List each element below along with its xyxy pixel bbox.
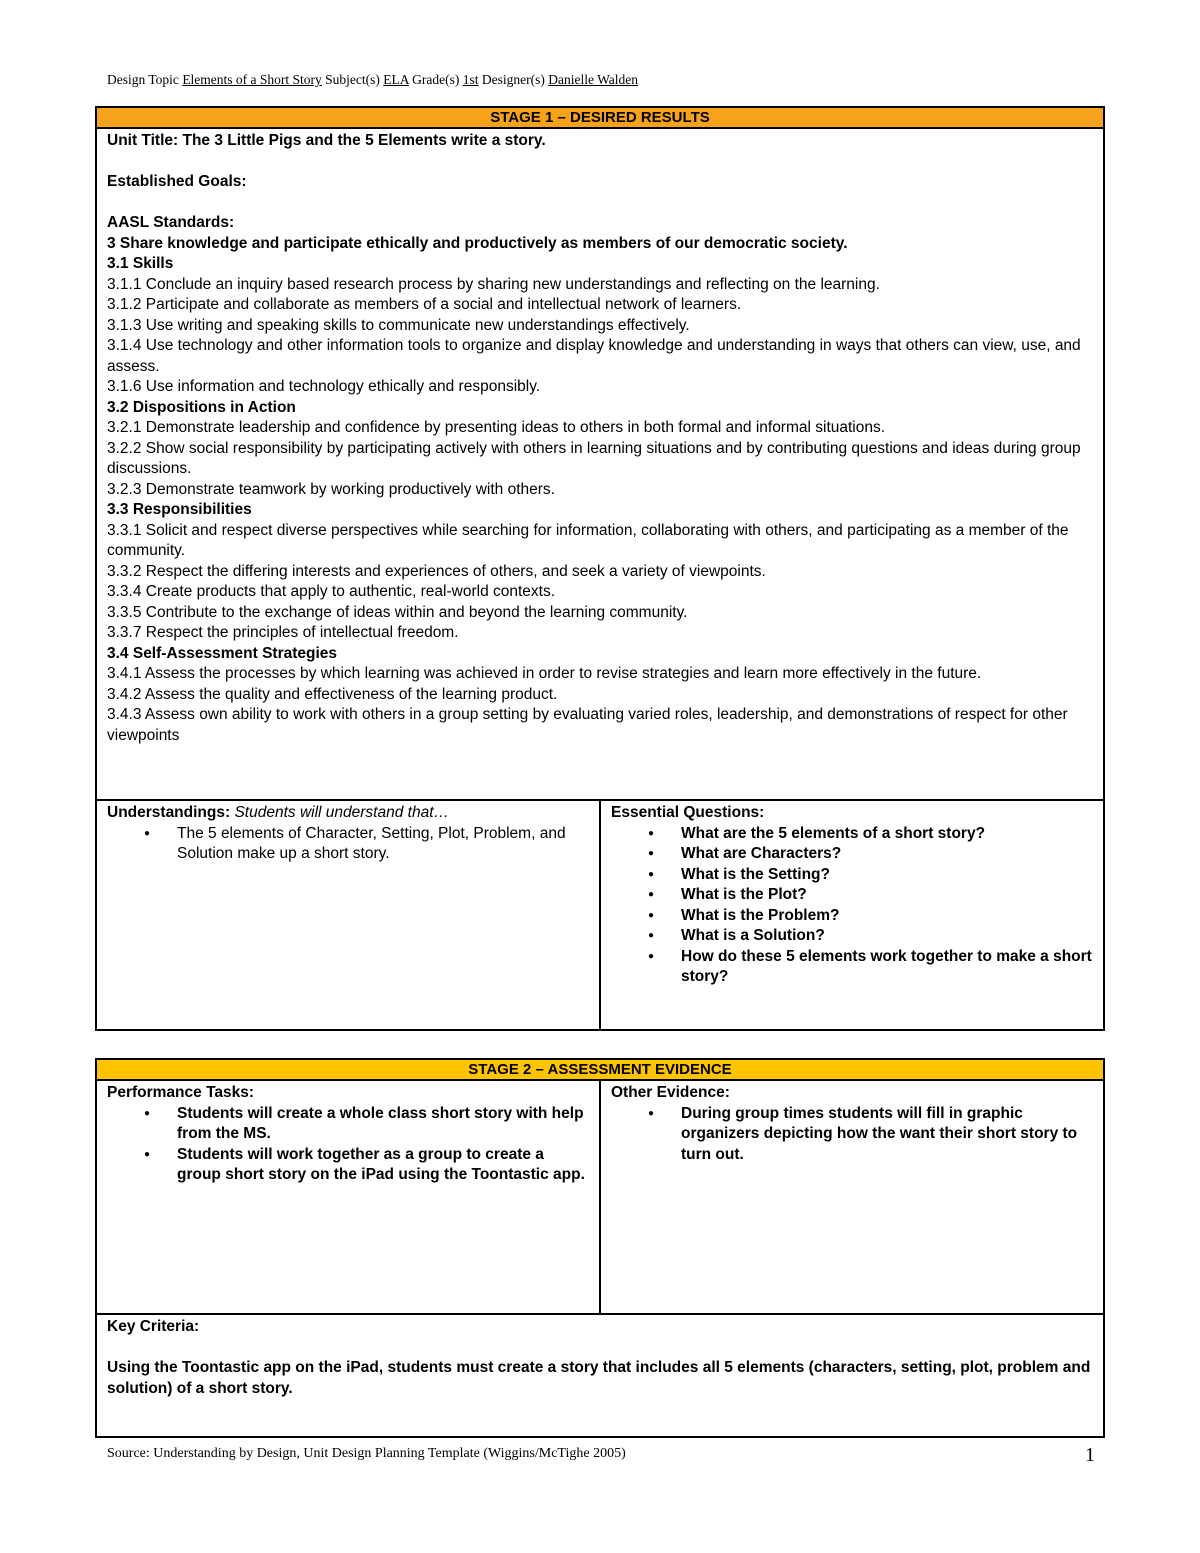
- standard-item: 3.2.2 Show social responsibility by participating actively with others in learning situations and by contributing questions and ideas during group discussions.: [107, 439, 1081, 477]
- standards-list: [107, 234, 1093, 747]
- designers-value: Danielle Walden: [548, 72, 639, 87]
- stage1-table: [95, 106, 1105, 1031]
- essential-questions-list: [611, 824, 1093, 988]
- performance-tasks-list: [107, 1104, 589, 1186]
- essential-question-item: ● What is a Solution?: [611, 926, 1093, 947]
- unit-title: Unit Title: The 3 Little Pigs and the 5 Elements write a story.: [107, 132, 546, 149]
- essential-question-item: ● What are Characters?: [611, 844, 1093, 865]
- understanding-item: ● The 5 elements of Character, Setting, Plot, Problem, and Solution make up a short story.: [107, 824, 589, 865]
- other-evidence-list: [611, 1104, 1093, 1166]
- essential-question-item: ● How do these 5 elements work together to make a short story?: [611, 947, 1093, 988]
- document-header: [107, 72, 638, 88]
- performance-task-item: ● Students will create a whole class short story with help from the MS.: [107, 1104, 589, 1145]
- other-evidence-item: ● During group times students will fill in graphic organizers depicting how the want their short story to turn out.: [611, 1104, 1093, 1166]
- essential-questions-cell: [601, 801, 1103, 1029]
- designers-label: Designer(s): [481, 72, 545, 87]
- standard-item: 3.2.3 Demonstrate teamwork by working productively with others.: [107, 480, 555, 498]
- standard-item: 3.4.1 Assess the processes by which learning was achieved in order to revise strategies and learn more effectively in the future.: [107, 665, 982, 682]
- stage2-table: [95, 1058, 1105, 1438]
- essential-questions-label: Essential Questions:: [611, 804, 765, 821]
- performance-tasks-label: Performance Tasks:: [107, 1084, 255, 1101]
- key-criteria-text: Using the Toontastic app on the iPad, students must create a story that includes all 5 elements (characters, setting, plot, problem and solution) of a short story.: [107, 1359, 1091, 1397]
- performance-task-item: ● Students will work together as a group to create a group short story on the iPad using the Toontastic app.: [107, 1145, 589, 1186]
- standard-item: 3.3 Responsibilities: [107, 501, 252, 518]
- standard-item: 3.3.4 Create products that apply to authentic, real-world contexts.: [107, 583, 556, 600]
- understandings-prompt: Students will understand that…: [234, 804, 450, 821]
- stage1-banner: STAGE 1 – DESIRED RESULTS: [97, 108, 1103, 129]
- key-criteria-cell: [97, 1315, 1103, 1436]
- essential-question-item: ● What are the 5 elements of a short story?: [611, 824, 1093, 845]
- standard-item: 3.1.4 Use technology and other information tools to organize and display knowledge and understanding in ways that others can view, use, and assess.: [107, 337, 1081, 375]
- grades-label: Grade(s): [412, 72, 460, 87]
- standard-item: 3.3.5 Contribute to the exchange of ideas within and beyond the learning community.: [107, 603, 688, 621]
- established-goals-label: Established Goals:: [107, 173, 247, 190]
- footer-source: Source: Understanding by Design, Unit Design Planning Template (Wiggins/McTighe 2005): [107, 1446, 626, 1461]
- essential-question-item: ● What is the Problem?: [611, 906, 1093, 927]
- standard-item: 3.1.3 Use writing and speaking skills to communicate new understandings effectively.: [107, 316, 690, 334]
- design-topic-label: Design Topic: [107, 72, 179, 87]
- standard-item: 3.1.2 Participate and collaborate as members of a social and intellectual network of learners.: [107, 296, 742, 313]
- essential-question-item: ● What is the Setting?: [611, 865, 1093, 886]
- standard-item: 3.4.3 Assess own ability to work with others in a group setting by evaluating varied roles, leadership, and demonstrations of respect for other viewpoints: [107, 706, 1068, 744]
- essential-question-item: ● What is the Plot?: [611, 885, 1093, 906]
- standard-item: 3.3.7 Respect the principles of intellectual freedom.: [107, 624, 459, 641]
- other-evidence-cell: [601, 1081, 1103, 1315]
- stage2-banner: STAGE 2 – ASSESSMENT EVIDENCE: [97, 1060, 1103, 1081]
- standard-item: 3.2.1 Demonstrate leadership and confidence by presenting ideas to others in both formal and informal situations.: [107, 419, 886, 436]
- other-evidence-label: Other Evidence:: [611, 1084, 730, 1101]
- page-number: 1: [1085, 1444, 1095, 1466]
- standard-item: 3.3.1 Solicit and respect diverse perspectives while searching for information, collaborating with others, and participating as a member of the community.: [107, 521, 1069, 559]
- standard-item: 3.4 Self-Assessment Strategies: [107, 644, 338, 662]
- grades-value: 1st: [462, 72, 479, 87]
- understandings-list: [107, 824, 589, 865]
- standard-item: 3.2 Dispositions in Action: [107, 398, 296, 416]
- goals-cell: [97, 129, 1103, 801]
- standard-item: 3.1.1 Conclude an inquiry based research process by sharing new understandings and reflecting on the learning.: [107, 275, 880, 293]
- standard-item: 3 Share knowledge and participate ethically and productively as members of our democratic society.: [107, 234, 848, 252]
- aasl-standards-heading: AASL Standards:: [107, 214, 235, 231]
- standard-item: 3.1.6 Use information and technology ethically and responsibly.: [107, 378, 541, 395]
- understandings-label: Understandings:: [107, 804, 231, 821]
- understandings-cell: [97, 801, 601, 1029]
- standard-item: 3.4.2 Assess the quality and effectiveness of the learning product.: [107, 685, 558, 703]
- key-criteria-label: Key Criteria:: [107, 1318, 200, 1335]
- standard-item: 3.1 Skills: [107, 255, 174, 272]
- design-topic-value: Elements of a Short Story: [182, 72, 322, 87]
- subjects-value: ELA: [383, 72, 409, 87]
- standard-item: 3.3.2 Respect the differing interests and experiences of others, and seek a variety of viewpoints.: [107, 562, 766, 580]
- performance-tasks-cell: [97, 1081, 601, 1315]
- subjects-label: Subject(s): [325, 72, 380, 87]
